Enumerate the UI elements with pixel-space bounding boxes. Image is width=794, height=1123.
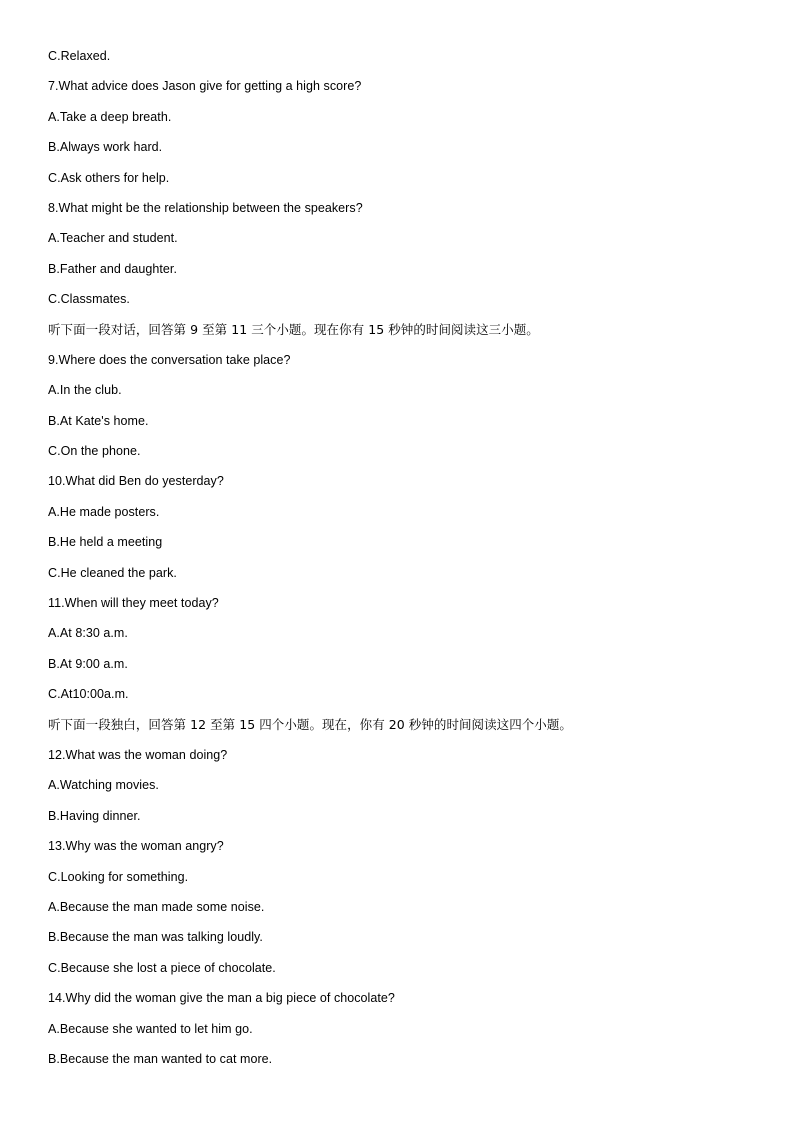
- question-text: 8.What might be the relationship between the speakers?: [48, 200, 363, 215]
- answer-option: C.Relaxed.: [48, 49, 111, 63]
- exam-text-lines: [48, 46, 768, 1079]
- section-instruction: 听下面一段独白，回答第 12 至第 15 四个小题。现在，你有 20 秒钟的时间阅读这四个小题。: [48, 716, 572, 732]
- answer-option: A.He made posters.: [48, 504, 160, 519]
- answer-option: C.At10:00a.m.: [48, 687, 129, 702]
- answer-option: B.Having dinner.: [48, 808, 141, 823]
- question-text: 14.Why did the woman give the man a big piece of chocolate?: [48, 991, 395, 1006]
- answer-option: B.Father and daughter.: [48, 261, 177, 276]
- answer-option: B.At 9:00 a.m.: [48, 656, 128, 671]
- question-text: 12.What was the woman doing?: [48, 747, 228, 762]
- question-text: 9.Where does the conversation take place?: [48, 352, 291, 367]
- answer-option: B.Always work hard.: [48, 140, 163, 155]
- answer-option: A.Because the man made some noise.: [48, 899, 265, 914]
- answer-option: A.Because she wanted to let him go.: [48, 1021, 253, 1036]
- answer-option: B.Because the man wanted to cat more.: [48, 1051, 273, 1066]
- answer-option: A.In the club.: [48, 383, 122, 398]
- answer-option: A.Watching movies.: [48, 778, 159, 793]
- answer-option: B.Because the man was talking loudly.: [48, 930, 263, 945]
- answer-option: B.At Kate's home.: [48, 413, 149, 428]
- question-text: 7.What advice does Jason give for getting a high score?: [48, 79, 362, 94]
- answer-option: C.He cleaned the park.: [48, 565, 177, 580]
- answer-option: C.Ask others for help.: [48, 170, 170, 185]
- question-text: 11.When will they meet today?: [48, 596, 219, 611]
- answer-option: C.Classmates.: [48, 292, 130, 307]
- answer-option: A.Teacher and student.: [48, 231, 178, 246]
- answer-option: C.Looking for something.: [48, 869, 189, 884]
- answer-option: A.At 8:30 a.m.: [48, 626, 128, 641]
- answer-option: A.Take a deep breath.: [48, 109, 172, 124]
- answer-option: C.On the phone.: [48, 444, 141, 459]
- answer-option: C.Because she lost a piece of chocolate.: [48, 960, 276, 975]
- answer-option: B.He held a meeting: [48, 535, 163, 550]
- question-text: 13.Why was the woman angry?: [48, 839, 224, 854]
- section-instruction: 听下面一段对话，回答第 9 至第 11 三个小题。现在你有 15 秒钟的时间阅读这三小题。: [48, 321, 539, 337]
- question-text: 10.What did Ben do yesterday?: [48, 474, 224, 489]
